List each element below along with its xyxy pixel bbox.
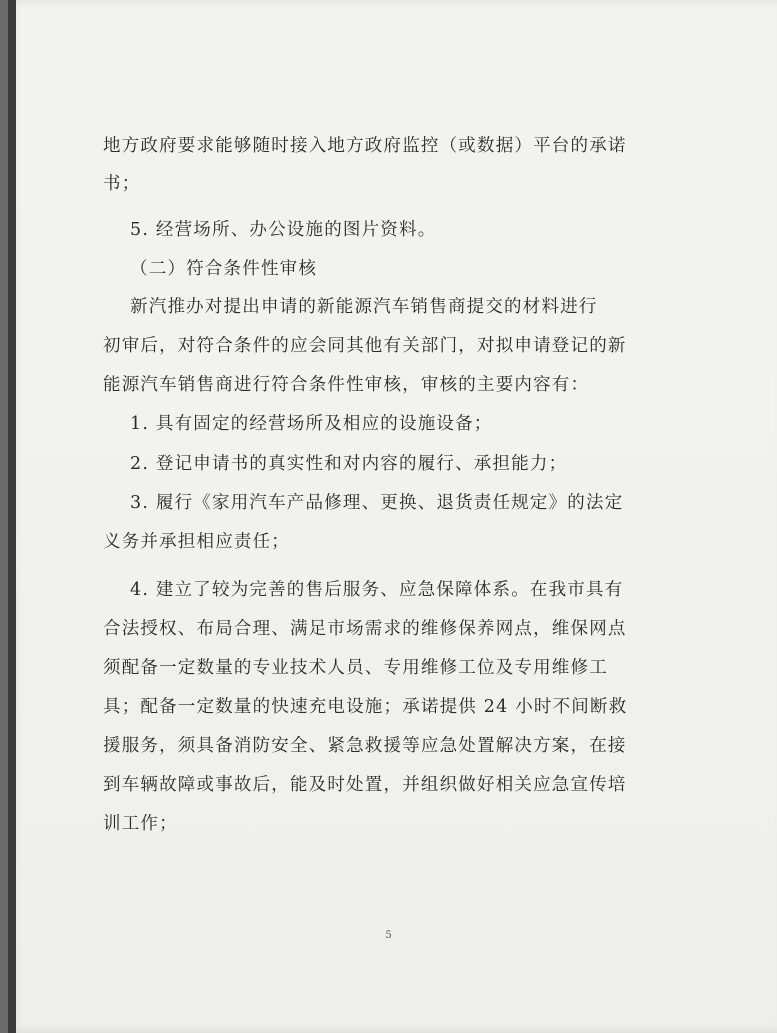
text-line: 援服务，须具备消防安全、紧急救援等应急处置解决方案，在接 — [103, 736, 627, 756]
text-line: 4. 建立了较为完善的售后服务、应急保障体系。在我市具有 — [103, 580, 624, 600]
text-line: 1. 具有固定的经营场所及相应的设施设备； — [103, 414, 493, 434]
text-line: 义务并承担相应责任； — [103, 532, 290, 552]
text-line: 5. 经营场所、办公设施的图片资料。 — [103, 220, 437, 240]
text-line: 书； — [103, 174, 141, 194]
text-line: 2. 登记申请书的真实性和对内容的履行、承担能力； — [103, 454, 568, 474]
text-line: 到车辆故障或事故后，能及时处置，并组织做好相关应急宣传培 — [103, 775, 627, 795]
page-number: 5 — [385, 930, 392, 941]
text-line: 3. 履行《家用汽车产品修理、更换、退货责任规定》的法定 — [103, 493, 624, 513]
text-line: 须配备一定数量的专业技术人员、专用维修工位及专用维修工 — [103, 658, 608, 678]
text-line: 地方政府要求能够随时接入地方政府监控（或数据）平台的承诺 — [103, 136, 627, 156]
section-heading: （二）符合条件性审核 — [103, 259, 318, 279]
text-line: 能源汽车销售商进行符合条件性审核，审核的主要内容有： — [103, 375, 590, 395]
text-line: 具；配备一定数量的快速充电设施；承诺提供 24 小时不间断救 — [103, 697, 628, 717]
text-line: 初审后，对符合条件的应会同其他有关部门，对拟申请登记的新 — [103, 336, 627, 356]
binding-edge — [8, 0, 16, 1033]
text-line: 训工作； — [103, 814, 178, 834]
text-line: 合法授权、布局合理、满足市场需求的维修保养网点，维保网点 — [103, 619, 627, 639]
document-page — [8, 0, 777, 1033]
text-line: 新汽推办对提出申请的新能源汽车销售商提交的材料进行 — [103, 297, 598, 317]
